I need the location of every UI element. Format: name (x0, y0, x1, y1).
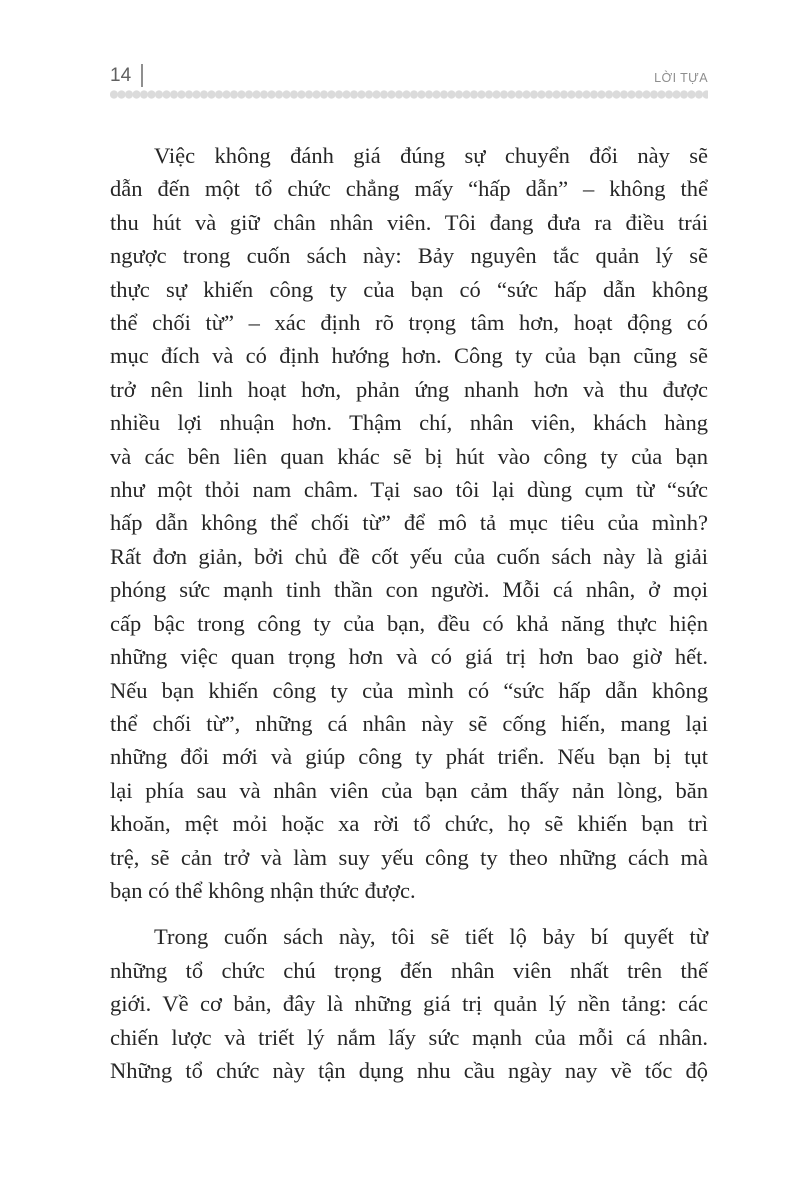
text-line: Những tổ chức này tận dụng nhu cầu ngày nay về tốc độ (110, 1057, 708, 1083)
page-number: 14 (110, 64, 132, 86)
text-line: mục đích và có định hướng hơn. Công ty của bạn cũng sẽ (110, 343, 708, 369)
text-line: giới. Về cơ bản, đây là những giá trị quản lý nền tảng: các (110, 991, 708, 1017)
text-line: phóng sức mạnh tinh thần con người. Mỗi cá nhân, ở mọi (110, 577, 708, 603)
section-title: LỜI TỰA (654, 71, 708, 85)
text-line: dẫn đến một tổ chức chẳng mấy “hấp dẫn” – không thể (110, 176, 708, 202)
page-number-separator (141, 64, 143, 87)
text-line: ngược trong cuốn sách này: Bảy nguyên tắc quản lý sẽ (110, 243, 708, 269)
body-text (110, 139, 708, 1087)
text-line: lại phía sau và nhân viên của bạn cảm thấy nản lòng, băn (110, 777, 708, 803)
text-line: chiến lược và triết lý nắm lấy sức mạnh của mỗi cá nhân. (110, 1024, 708, 1050)
text-line: Nếu bạn khiến công ty của mình có “sức hấp dẫn không (110, 677, 708, 703)
paragraph (110, 920, 708, 1087)
text-line: thể chối từ”, những cá nhân này sẽ cống hiến, mang lại (110, 710, 708, 736)
decorative-divider (110, 90, 708, 99)
text-line: Việc không đánh giá đúng sự chuyển đổi này sẽ (154, 143, 708, 168)
text-line: bạn có thể không nhận thức được. (110, 877, 416, 903)
text-line: nhiều lợi nhuận hơn. Thậm chí, nhân viên, khách hàng (110, 410, 708, 436)
text-line: cấp bậc trong công ty của bạn, đều có khả năng thực hiện (110, 610, 708, 636)
paragraph (110, 139, 708, 907)
text-line: những đổi mới và giúp công ty phát triển. Nếu bạn bị tụt (110, 744, 708, 770)
text-line: Rất đơn giản, bởi chủ đề cốt yếu của cuốn sách này là giải (110, 543, 708, 569)
text-line: Trong cuốn sách này, tôi sẽ tiết lộ bảy bí quyết từ (154, 924, 708, 950)
text-line: như một thỏi nam châm. Tại sao tôi lại dùng cụm từ “sức (110, 477, 708, 503)
text-line: hấp dẫn không thể chối từ” để mô tả mục tiêu của mình? (110, 510, 708, 536)
text-line: trệ, sẽ cản trở và làm suy yếu công ty theo những cách mà (110, 844, 708, 870)
text-line: thu hút và giữ chân nhân viên. Tôi đang đưa ra điều trái (110, 209, 708, 235)
text-line: những việc quan trọng hơn và có giá trị hơn bao giờ hết. (110, 644, 708, 670)
text-line: khoăn, mệt mỏi hoặc xa rời tổ chức, họ sẽ khiến bạn trì (110, 811, 708, 837)
text-line: thực sự khiến công ty của bạn có “sức hấp dẫn không (110, 276, 708, 302)
text-line: thể chối từ” – xác định rõ trọng tâm hơn, hoạt động có (110, 310, 708, 336)
text-line: những tổ chức chú trọng đến nhân viên nhất trên thế (110, 957, 708, 983)
page-header (110, 60, 708, 87)
text-line: và các bên liên quan khác sẽ bị hút vào công ty của bạn (110, 443, 708, 469)
text-line: trở nên linh hoạt hơn, phản ứng nhanh hơn và thu được (110, 376, 708, 402)
page-number-block (110, 64, 143, 87)
